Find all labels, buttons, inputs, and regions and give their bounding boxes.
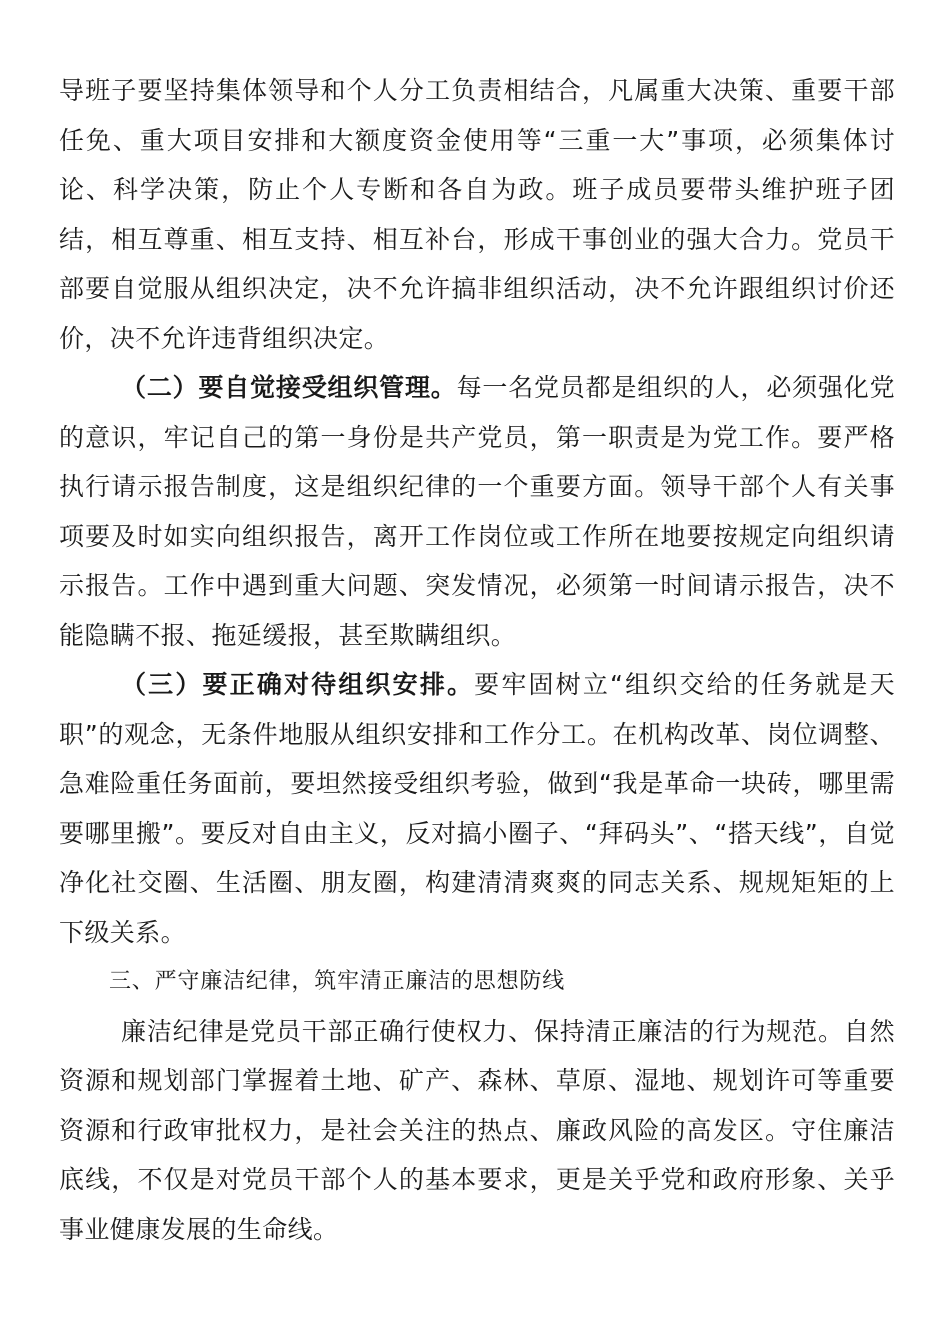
body-paragraph-2 (59, 363, 895, 660)
section-heading-3: 三、严守廉洁纪律，筑牢清正廉洁的思想防线 (109, 969, 566, 994)
document-page (59, 66, 895, 1254)
body-paragraph-3 (59, 660, 895, 957)
subsection-body-2: 每一名党员都是组织的人，必须强化党的意识，牢记自己的第一身份是共产党员，第一职责是为党工作。要严格执行请示报告制度，这是组织纪律的一个重要方面。领导干部个人有关事项要及时如实向组织报告，离开工作岗位或工作所在地要按规定向组织请示报告。工作中遇到重大问题、突发情况，必须第一时间请示报告，决不能隐瞒不报、拖延缓报，甚至欺瞒组织。 (59, 373, 895, 650)
body-paragraph-4: 廉洁纪律是党员干部正确行使权力、保持清正廉洁的行为规范。自然资源和规划部门掌握着土地、矿产、森林、草原、湿地、规划许可等重要资源和行政审批权力，是社会关注的热点、廉政风险的高发区。守住廉洁底线，不仅是对党员干部个人的基本要求，更是关乎党和政府形象、关乎事业健康发展的生命线。 (59, 1016, 895, 1244)
subsection-body-3: 要牢固树立“组织交给的任务就是天职”的观念，无条件地服从组织安排和工作分工。在机构改革、岗位调整、急难险重任务面前，要坦然接受组织考验，做到“我是革命一块砖，哪里需要哪里搬”。要反对自由主义，反对搞小圈子、“拜码头”、“搭天线”，自觉净化社交圈、生活圈、朋友圈，构建清清爽爽的同志关系、规规矩矩的上下级关系。 (59, 670, 895, 947)
subsection-title-3: （三）要正确对待组织安排。 (121, 670, 475, 699)
body-paragraph-1: 导班子要坚持集体领导和个人分工负责相结合，凡属重大决策、重要干部任免、重大项目安排和大额度资金使用等“三重一大”事项，必须集体讨论、科学决策，防止个人专断和各自为政。班子成员要带头维护班子团结，相互尊重、相互支持、相互补台，形成干事创业的强大合力。党员干部要自觉服从组织决定，决不允许搞非组织活动，决不允许跟组织讨价还价，决不允许违背组织决定。 (59, 76, 895, 353)
subsection-title-2: （二）要自觉接受组织管理。 (121, 373, 457, 402)
